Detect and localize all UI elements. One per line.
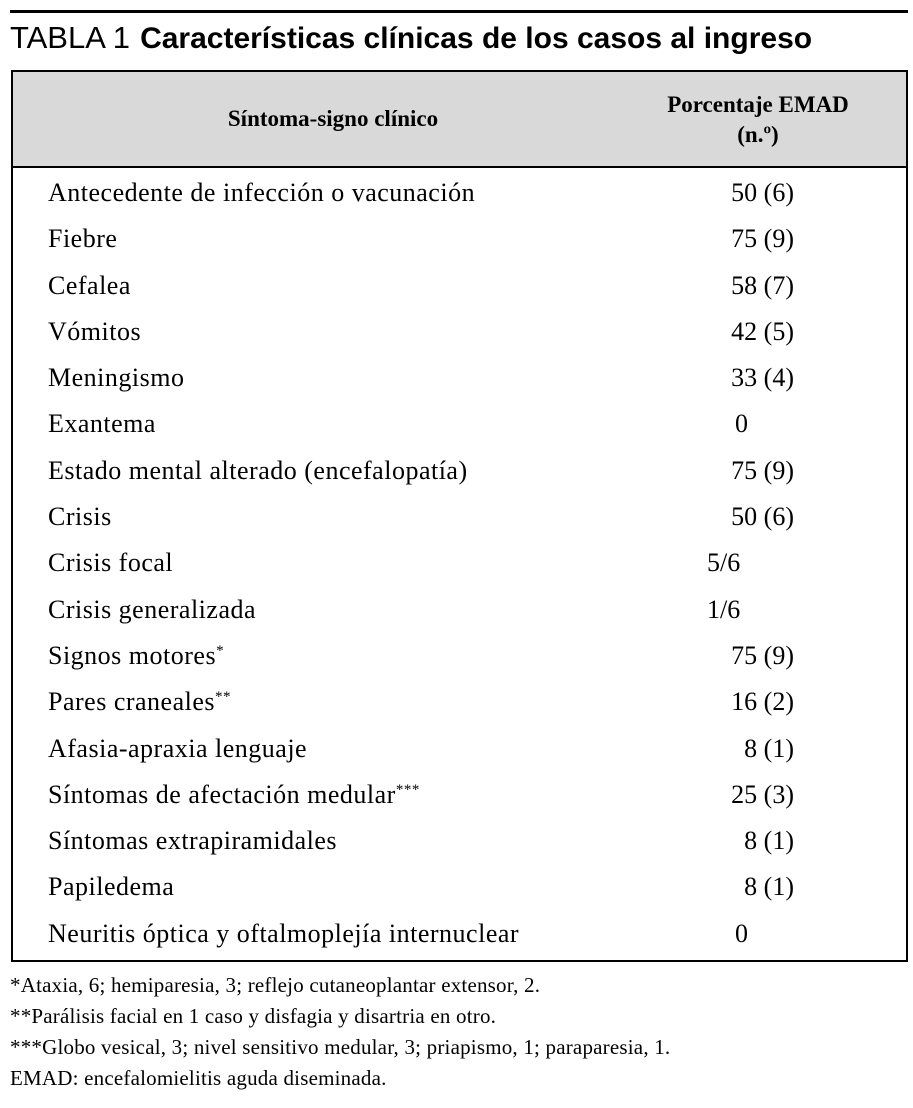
sign-cell: Crisis focal	[48, 548, 174, 578]
value-cell: 50 (6)	[731, 178, 794, 207]
table-row	[13, 728, 906, 774]
value-cell: 8 (1)	[744, 826, 794, 856]
table-row	[13, 172, 906, 218]
value-cell: 1/6	[707, 594, 741, 624]
sign-cell: Pares craneales**	[48, 687, 232, 717]
table-row	[13, 820, 906, 866]
sign-cell: Estado mental alterado (encefalopatía)	[48, 455, 468, 485]
sign-cell: Neuritis óptica y oftalmoplejía internuclear	[48, 918, 520, 948]
header-percentage	[613, 90, 903, 150]
value-cell: 0	[735, 409, 748, 439]
table-row	[13, 681, 906, 727]
value-cell: 75 (9)	[731, 640, 794, 670]
table-number: TABLA 1	[10, 20, 131, 55]
value-cell: 25 (3)	[731, 779, 794, 809]
footnote: **Parálisis facial en 1 caso y disfagia y disartria en otro.	[10, 1004, 497, 1028]
footnote: EMAD: encefalomielitis aguda diseminada.	[10, 1066, 387, 1090]
sign-cell: Exantema	[48, 409, 156, 439]
value-cell: 16 (2)	[731, 687, 794, 717]
sign-cell: Síntomas de afectación medular***	[48, 779, 420, 809]
sign-cell: Vómitos	[48, 316, 142, 346]
table-row	[13, 265, 906, 311]
value-cell: 5/6	[707, 548, 741, 578]
table-row	[13, 450, 906, 496]
value-cell: 0	[735, 918, 748, 948]
value-cell: 75 (9)	[731, 224, 794, 254]
table-row	[13, 357, 906, 403]
table-row	[13, 589, 906, 635]
sign-cell: Meningismo	[48, 363, 185, 393]
table-row	[13, 218, 906, 264]
value-cell: 33 (4)	[731, 363, 794, 393]
table-row	[13, 866, 906, 912]
table-row	[13, 496, 906, 542]
footnote: ***Globo vesical, 3; nivel sensitivo medular, 3; priapismo, 1; paraparesia, 1.	[10, 1035, 671, 1059]
top-rule	[10, 10, 908, 13]
footnote: *Ataxia, 6; hemiparesia, 3; reflejo cutaneoplantar extensor, 2.	[10, 973, 541, 997]
value-cell: 75 (9)	[731, 455, 794, 485]
sign-cell: Cefalea	[48, 270, 131, 300]
sign-cell: Crisis	[48, 502, 112, 532]
table-caption: Características clínicas de los casos al ingreso	[140, 22, 813, 55]
table-body	[13, 172, 906, 959]
header-percentage-line2: (n.º)	[737, 122, 779, 147]
table-header	[13, 72, 906, 168]
value-cell: 50 (6)	[731, 502, 794, 532]
table-title	[10, 20, 908, 70]
table-row	[13, 913, 906, 959]
table-row	[13, 635, 906, 681]
sign-cell: Papiledema	[48, 872, 175, 902]
table-row	[13, 774, 906, 820]
header-sign: Síntoma-signo clínico	[227, 106, 439, 131]
sign-cell: Síntomas extrapiramidales	[48, 826, 338, 856]
table-row	[13, 542, 906, 588]
value-cell: 8 (1)	[744, 872, 794, 902]
clinical-table	[11, 70, 908, 962]
value-cell: 8 (1)	[744, 733, 794, 763]
sign-cell: Antecedente de infección o vacunación	[48, 178, 476, 207]
sign-cell: Signos motores*	[48, 640, 225, 670]
header-percentage-line1: Porcentaje EMAD	[667, 92, 849, 117]
sign-cell: Crisis generalizada	[48, 594, 257, 624]
table-row	[13, 403, 906, 449]
table-row	[13, 311, 906, 357]
sign-cell: Afasia-apraxia lenguaje	[48, 733, 308, 763]
sign-cell: Fiebre	[48, 224, 118, 254]
value-cell: 42 (5)	[731, 316, 794, 346]
footnotes	[10, 970, 908, 1094]
value-cell: 58 (7)	[731, 270, 794, 300]
